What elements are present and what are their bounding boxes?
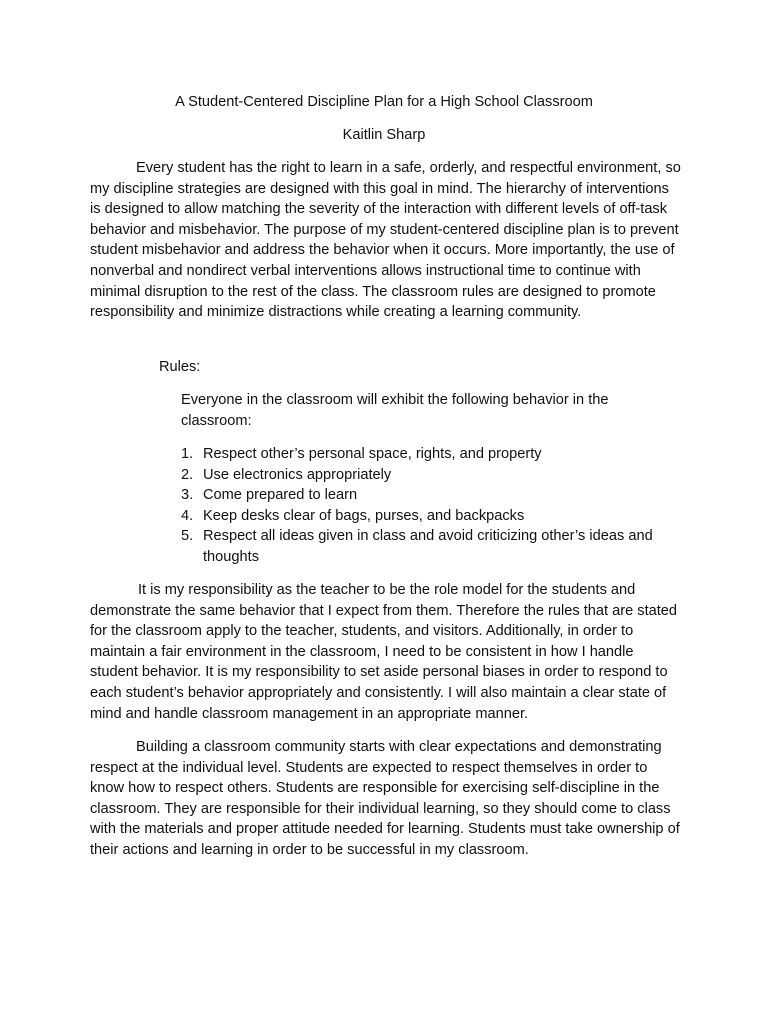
rule-number: 4. (181, 507, 194, 524)
rules-list (181, 444, 681, 568)
rules-heading: Rules: (159, 359, 201, 375)
rule-item (181, 485, 681, 506)
rule-text: Keep desks clear of bags, purses, and backpacks (203, 507, 525, 524)
paragraph-teacher-role: It is my responsibility as the teacher to be the role model for the students and demonstrate the same behavior that I expect from them. Therefore the rules that are stated for the classroom apply to the teacher, students, and visitors. Additionally, in order to maintain a fair environment in the classroom, I need to be consistent in how I handle student behavior. It is my responsibility to set aside personal biases in order to respond to each student’s behavior appropriately and consistently. I will also maintain a clear state of mind and handle classroom management in an appropriate manner. (90, 582, 678, 722)
rule-item (181, 526, 681, 567)
rule-item (181, 506, 681, 527)
document-title: A Student-Centered Discipline Plan for a High School Classroom (175, 94, 593, 110)
rule-item (181, 465, 681, 486)
rule-number: 3. (181, 487, 194, 504)
rule-number: 2. (181, 466, 194, 483)
rule-number: 1. (181, 446, 194, 462)
author-name: Kaitlin Sharp (342, 127, 426, 143)
rule-text: Respect all ideas given in class and avoid criticizing other’s ideas and thoughts (203, 528, 653, 565)
rule-text: Respect other’s personal space, rights, and property (203, 446, 542, 462)
paragraph-intro: Every student has the right to learn in a safe, orderly, and respectful environment, so my discipline strategies are designed with this goal in mind. The hierarchy of interventions is designed to allow matching the severity of the interaction with different levels of off-task behavior and misbehavior. The purpose of my student-centered discipline plan is to prevent student misbehavior and address the behavior when it occurs. More importantly, the use of nonverbal and nondirect verbal interventions allows instructional time to continue with minimal disruption to the rest of the class. The classroom rules are designed to promote responsibility and minimize distractions while creating a learning community. (90, 160, 681, 321)
rule-text: Use electronics appropriately (203, 466, 392, 483)
rules-intro: Everyone in the classroom will exhibit the following behavior in the classroom: (181, 392, 609, 429)
rule-number: 5. (181, 528, 194, 545)
rule-text: Come prepared to learn (203, 487, 358, 504)
rule-item (181, 444, 681, 465)
paragraph-community: Building a classroom community starts with clear expectations and demonstrating respect at the individual level. Students are expected to respect themselves in order to know how to respect others. Students are responsible for exercising self-discipline in the classroom. They are responsible for their individual learning, so they should come to class with the materials and proper attitude needed for learning. Students must take ownership of their actions and learning in order to be successful in my classroom. (90, 739, 680, 858)
